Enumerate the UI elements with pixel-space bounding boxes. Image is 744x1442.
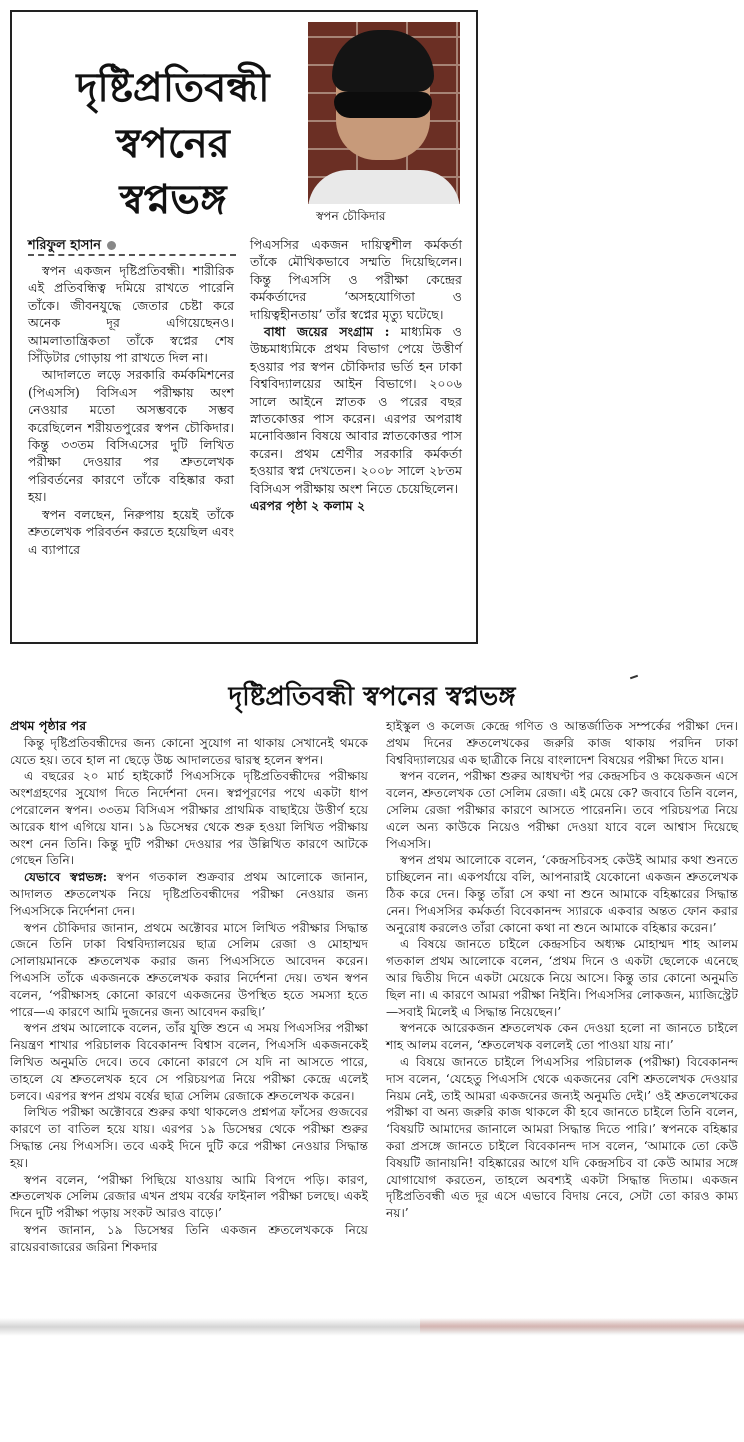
scan-fold-shadow [0,1318,744,1336]
inner-page-column-right [386,718,738,1222]
sunglasses-icon [334,92,432,118]
paragraph: স্বপন জানান, ১৯ ডিসেম্বর তিনি একজন শ্রুতলেখককে নিয়ে রায়েরবাজারের জরিনা শিকদার [10,1222,368,1254]
continued-from-label: প্রথম পৃষ্ঠার পর [10,718,87,733]
byline-divider [28,254,236,256]
paragraph: স্বপন চৌকিদার জানান, প্রথমে অক্টোবর মাসে লিখিত পরীক্ষার সিদ্ধান্ত জেনে তিনি ঢাকা বিশ্ববিদ্যালয়ের ছাত্র সেলিম রেজা ও মোহাম্মদ সোলায়মানকে শ্রুতলেখক করার জন্য পিএসসিতে আবেদন করেন। পিএসসি তাঁকে একজনকে শ্রুতলেখক করার নির্দেশনা দেয়। তখন স্বপন বলেন, ‘পরীক্ষাসহ কোনো কারণে একজনের উপস্থিত হতে সমস্যা হতে পারে—এ কারণে আমি দুজনের জন্য আবেদন করছি।’ [10,920,368,1019]
paragraph-text: মাধ্যমিক ও উচ্চমাধ্যমিকে প্রথম বিভাগ পেয়ে উত্তীর্ণ হওয়ার পর স্বপন চৌকিদার ভর্তি হন ঢাকা বিশ্ববিদ্যালয়ের আইন বিভাগে। ২০০৬ সালে আইনে স্নাতক ও পরের বছর স্নাতকোত্তর পাস করেন। এরপর অপরাধ মনোবিজ্ঞান বিষয়ে আবার স্নাতকোত্তর পাস করেন। প্রথম শ্রেণীর সরকারি কর্মকর্তা হওয়ার স্বপ্ন দেখতেন। ২০০৮ সালে ২৮তম বিসিএস পরীক্ষায় অংশ নিতে চেয়েছিলেন। [250,324,462,496]
subheading: যেভাবে স্বপ্নভঙ্গ: [24,870,108,885]
paragraph [10,869,368,919]
front-page-headline: দৃষ্টিপ্রতিবন্ধী স্বপনের স্বপ্নভঙ্গ [76,64,270,223]
front-page-column-right [250,236,462,515]
byline-author: শরিফুল হাসান [28,238,101,253]
inner-page-column-left [10,718,368,1256]
scan-highlight-mark [420,1318,744,1334]
paragraph: স্বপন বলছেন, নিরুপায় হয়েই তাঁকে শ্রুতলেখক পরিবর্তন করতে হয়েছিল এবং এ ব্যাপারে [28,506,234,557]
paragraph: স্বপন বলেন, ‘পরীক্ষা পিছিয়ে যাওয়ায় আমি বিপদে পড়ি। কারণ, শ্রুতলেখক সেলিম রেজার এখন প্রথম বর্ষের ফাইনাল পরীক্ষা চলছে। একই দিনে দুটি পরীক্ষা পড়ায় সংকট আরও বাড়ে।’ [10,1172,368,1221]
front-page-column-left [28,262,234,558]
photo-caption: স্বপন চৌকিদার [316,209,386,223]
paragraph: এ বছরের ২০ মার্চ হাইকোর্ট পিএসসিকে দৃষ্টিপ্রতিবন্ধীদের পরীক্ষায় অংশগ্রহণের সুযোগ দিতে নির্দেশনা দেন। স্বপ্নপূরণের পথে একটা ধাপ পেরোলেন স্বপন। ৩৩তম বিসিএস পরীক্ষার প্রাথমিক বাছাইয়ে উত্তীর্ণ হয়ে আরেক ধাপ এগিয়ে যান। ১৯ ডিসেম্বর থেকে শুরু হওয়া লিখিত পরীক্ষায় অংশ নেন তিনি। কিন্তু দুটি পরীক্ষা দেওয়ার পর উল্লিখিত কারণে আটকে গেছেন তিনি। [10,769,368,868]
paragraph: এ বিষয়ে জানতে চাইলে কেন্দ্রসচিব অধ্যক্ষ মোহাম্মদ শাহ আলম গতকাল প্রথম আলোকে বলেন, ‘প্রথম দিনে ও একটা ছেলেকে এনেছে আর দ্বিতীয় দিনে একটা মেয়েকে নিয়ে আসে। কিন্তু তার কোনো অনুমতি ছিল না। এ কারণে আমরা পরীক্ষা নিইনি। পিএসসির লোকজন, ম্যাজিস্ট্রেট—সবাই মিলেই এ সিদ্ধান্ত নিয়েছেন।’ [386,937,738,1019]
portrait-photo [308,22,460,204]
paragraph: কিন্তু দৃষ্টিপ্রতিবন্ধীদের জন্য কোনো সুযোগ না থাকায় সেখানেই থমকে যেতে হয়। তবে হাল না ছেড়ে উচ্চ আদালতের দ্বারস্থ হলেন স্বপন। [10,735,368,767]
continued-on-label: এরপর পৃষ্ঠা ২ কলাম ২ [250,498,366,514]
subheading: বাধা জয়ের সংগ্রাম : [264,324,390,340]
paragraph: স্বপন প্রথম আলোকে বলেন, তাঁর যুক্তি শুনে এ সময় পিএসসির পরীক্ষা নিয়ন্ত্রণ শাখার পরিচালক বিবেকানন্দ বিশ্বাস বলেন, পিএসসি একজনকেই লিখিত অনুমতি দেবে। তবে কোনো কারণে সে যদি না আসতে পারে, তাহলে যে শ্রুতলেখক হবে সে পরিচয়পত্র নিয়ে পরীক্ষা কেন্দ্রে এলেই চলবে। এরপর স্বপন প্রথম বর্ষের ছাত্র সেলিম রেজাকে শ্রুতলেখক করেন। [10,1021,368,1103]
paragraph: স্বপন প্রথম আলোকে বলেন, ‘কেন্দ্রসচিবসহ কেউই আমার কথা শুনতে চাচ্ছিলেন না। একপর্যায়ে বলি, আপনারাই যেকোনো একজন শ্রুতলেখক ঠিক করে দেন। কিন্তু তাঁরা সে কথা না শুনে আমাকে বহিষ্কারের সিদ্ধান্ত নেন। পিএসসির কর্মকর্তা বিবেকানন্দ স্যারকে একবার অন্তত ফোন করার অনুরোধ করলেও তাঁরা কোনো কথা না শুনে আমাকে বহিষ্কার করেন।’ [386,853,738,935]
paragraph: স্বপনকে আরেকজন শ্রুতলেখক কেন দেওয়া হলো না জানতে চাইলে শাহ আলম বলেন, ‘শ্রুতলেখক বললেই তো পাওয়া যায় না।’ [386,1021,738,1053]
paragraph: হাইস্কুল ও কলেজ কেন্দ্রে গণিত ও আন্তর্জাতিক সম্পর্কের পরীক্ষা দেন। প্রথম দিনের শ্রুতলেখকের জরুরি কাজ থাকায় পরদিন ঢাকা বিশ্ববিদ্যালয়ের এক ছাত্রীকে নিয়ে বাংলাদেশ বিষয়ের পরীক্ষা দিতে যান। [386,719,738,767]
shirt [308,170,460,204]
byline-bullet-icon [107,241,116,250]
inner-page-headline: দৃষ্টিপ্রতিবন্ধী স্বপনের স্বপ্নভঙ্গ [228,682,516,712]
paragraph [250,323,462,497]
paragraph: আদালতে লড়ে সরকারি কর্মকমিশনের (পিএসসি) বিসিএস পরীক্ষায় অংশ নেওয়ার মতো অসম্ভবকে সম্ভব করেছিলেন শরীয়তপুরের স্বপন চৌকিদার। কিন্তু ৩৩তম বিসিএসের দুটি লিখিত পরীক্ষা দেওয়ার পর শ্রুতলেখক পরিবর্তনের কারণে তাঁকে বহিষ্কার করা হয়। [28,367,234,505]
paragraph-text: স্বপন গতকাল শুক্রবার প্রথম আলোকে জানান, আদালত শ্রুতলেখক নিয়ে দৃষ্টিপ্রতিবন্ধীদের পরীক্ষা নেওয়ার জন্য পিএসসিকে নির্দেশনা দেন। [10,870,369,918]
paragraph: পিএসসির একজন দায়িত্বশীল কর্মকর্তা তাঁকে মৌখিকভাবে সম্মতি দিয়েছিলেন। কিন্তু পিএসসি ও পরীক্ষা কেন্দ্রের কর্মকর্তাদের ‘অসহযোগিতা ও দায়িত্বহীনতায়’ তাঁর স্বপ্নের মৃত্যু ঘটেছে। [250,237,462,322]
paragraph: স্বপন বলেন, পরীক্ষা শুরুর আধঘণ্টা পর কেন্দ্রসচিব ও কয়েকজন এসে বলেন, শ্রুতলেখক তো সেলিম রেজা। এই মেয়ে কে? জবাবে তিনি বলেন, সেলিম রেজা পরীক্ষার কারণে আসতে পারেননি। তবে পরিচয়পত্র নিয়ে এলে অন্য কাউকে নিয়েও পরীক্ষা দেওয়া যাবে বলে আশ্বাস দিয়েছে পিএসসি। [386,769,738,851]
paragraph: এ বিষয়ে জানতে চাইলে পিএসসির পরিচালক (পরীক্ষা) বিবেকানন্দ দাস বলেন, ‘যেহেতু পিএসসি থেকে একজনের বেশি শ্রুতলেখক দেওয়ার নিয়ম নেই, তাই আমরা একজনের জন্যই অনুমতি দেই।’ ওই শ্রুতলেখকের পরীক্ষা বা অন্য জরুরি কাজ থাকলে কী হবে জানতে চাইলে তিনি বলেন, ‘বিষয়টি আমাদের জানালে আমরা সিদ্ধান্ত দিতে পারি।’ স্বপনকে বহিষ্কার করা প্রসঙ্গে জানতে চাইলে বিবেকানন্দ দাস বলেন, ‘আমাকে তো কেউ বিষয়টি জানায়নি! বহিষ্কারের আগে যদি কেন্দ্রসচিব বা কেউ আমার সঙ্গে যোগাযোগ করতেন, তাহলে অবশ্যই একটা সিদ্ধান্ত দিতাম। একজন দৃষ্টিপ্রতিবন্ধী এত দূর এসে এভাবে বিদায় নেবে, সেটা তো কারও কাম্য নয়।’ [386,1054,738,1221]
paragraph: স্বপন একজন দৃষ্টিপ্রতিবন্ধী। শারীরিক এই প্রতিবন্ধিত্ব দমিয়ে রাখতে পারেনি তাঁকে। জীবনযুদ্ধে জেতার চেষ্টা করে অনেক দূর এগিয়েছেনও। আমলাতান্ত্রিকতা তাঁকে স্বপ্নের শেষ সিঁড়িটার গোড়ায় পা রাখতে দিল না। [28,263,234,366]
paragraph: লিখিত পরীক্ষা অক্টোবরে শুরুর কথা থাকলেও প্রশ্নপত্র ফাঁসের গুজবের কারণে তা বাতিল হয়ে যায়। এরপর ১৯ ডিসেম্বর থেকে পরীক্ষা শুরুর সিদ্ধান্ত নেয় পিএসসি। তবে একই দিনে দুটি করে পরীক্ষা নেওয়ার সিদ্ধান্ত হয়। [10,1105,368,1170]
